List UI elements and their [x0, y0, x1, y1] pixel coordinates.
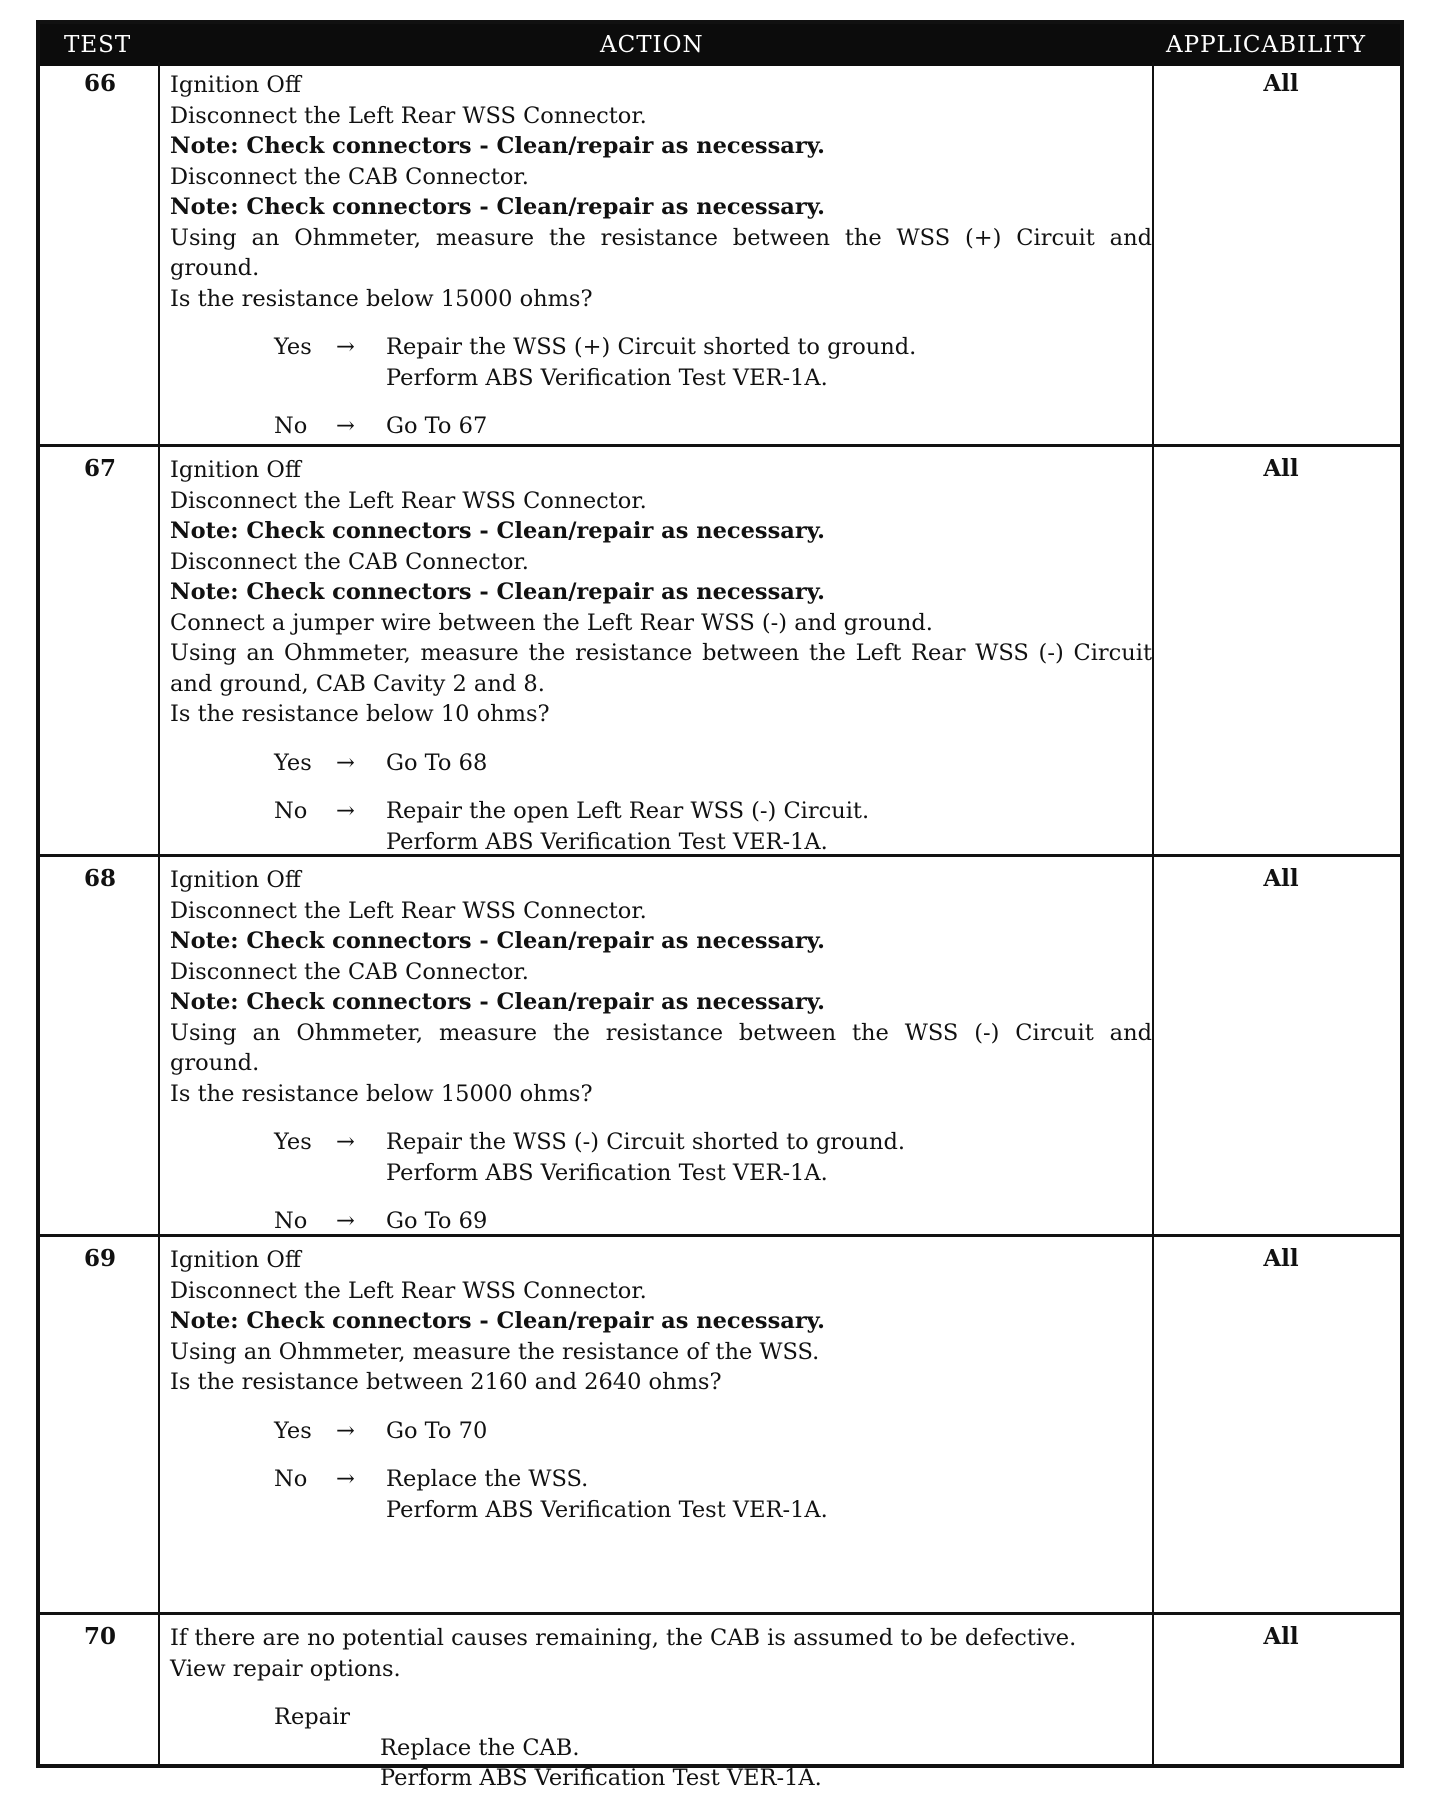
- column-divider: [1152, 1237, 1154, 1612]
- instruction-text: Is the resistance below 15000 ohms?: [170, 1080, 593, 1107]
- instruction-text: Is the resistance between 2160 and 2640 ohms?: [170, 1369, 722, 1395]
- column-divider: [158, 447, 160, 854]
- answer-result-line: Perform ABS Verification Test VER-1A.: [386, 1496, 828, 1523]
- action-cell: [170, 455, 1152, 857]
- test-number: 70: [83, 1623, 116, 1650]
- action-cell: [170, 865, 1152, 1237]
- instruction-text: Disconnect the CAB Connector.: [170, 958, 529, 985]
- answer-key: Yes: [274, 749, 312, 776]
- note-text: Note: Check connectors - Clean/repair as necessary.: [170, 518, 825, 544]
- answer-result-line: Go To 68: [386, 749, 488, 776]
- note-text: Note: Check connectors - Clean/repair as necessary.: [170, 579, 825, 605]
- repair-steps: [380, 1733, 1152, 1794]
- instruction-text: Ignition Off: [170, 457, 301, 483]
- instruction-text: Using an Ohmmeter, measure the resistance between the Left Rear WSS (-) Circuit and ground, CAB Cavity 2 and 8.: [170, 640, 1152, 697]
- header-action: ACTION: [600, 32, 704, 58]
- instruction-text: View repair options.: [170, 1655, 401, 1682]
- answer-branch: [274, 1464, 1152, 1525]
- column-divider: [158, 62, 160, 444]
- instruction-text: Disconnect the Left Rear WSS Connector.: [170, 487, 647, 514]
- answer-result-line: Go To 70: [386, 1417, 488, 1444]
- instruction-text: Disconnect the Left Rear WSS Connector.: [170, 1277, 647, 1304]
- header-applicability: APPLICABILITY: [1166, 32, 1366, 58]
- answer-key: Yes: [274, 1417, 312, 1444]
- answer-result-line: Perform ABS Verification Test VER-1A.: [386, 1159, 828, 1186]
- diagnostic-test-table: [36, 20, 1404, 1791]
- answer-key: No: [274, 413, 308, 439]
- repair-step: Perform ABS Verification Test VER-1A.: [380, 1765, 822, 1791]
- instruction-text: Ignition Off: [170, 1247, 301, 1273]
- column-divider: [1152, 857, 1154, 1234]
- answer-result: [386, 332, 916, 393]
- test-number: 68: [83, 865, 116, 892]
- applicability-cell: All: [1263, 455, 1299, 482]
- answer-branch: [274, 332, 1152, 393]
- instruction-text: If there are no potential causes remaining, the CAB is assumed to be defective.: [170, 1625, 1077, 1651]
- answer-key: No: [274, 798, 308, 824]
- answer-branch: [274, 411, 1152, 442]
- table-header: [40, 24, 1400, 66]
- answer-result-line: Perform ABS Verification Test VER-1A.: [386, 828, 828, 855]
- answer-result: [386, 796, 869, 857]
- answer-key: Yes: [274, 334, 312, 360]
- test-number: 66: [83, 70, 116, 97]
- instruction-text: Using an Ohmmeter, measure the resistance of the WSS.: [170, 1338, 820, 1365]
- applicability-cell: All: [1263, 1623, 1299, 1650]
- instruction-text: Ignition Off: [170, 72, 301, 98]
- column-divider: [1152, 447, 1154, 854]
- answer-result: [386, 411, 487, 442]
- header-test: TEST: [64, 32, 132, 58]
- answer-result-line: Repair the open Left Rear WSS (-) Circuit.: [386, 798, 870, 824]
- arrow-icon: →: [336, 749, 355, 776]
- applicability-cell: All: [1263, 70, 1299, 97]
- answer-result-line: Replace the WSS.: [386, 1466, 589, 1492]
- table-row: [40, 444, 1400, 854]
- arrow-icon: →: [336, 1129, 355, 1155]
- note-text: Note: Check connectors - Clean/repair as necessary.: [170, 1308, 825, 1334]
- answer-result: [386, 1416, 487, 1447]
- arrow-icon: →: [336, 413, 355, 439]
- answer-result: [386, 1127, 905, 1188]
- applicability-cell: All: [1263, 1245, 1299, 1272]
- answer-branch: [274, 1416, 1152, 1447]
- column-divider: [158, 1237, 160, 1612]
- answer-result: [386, 1206, 487, 1237]
- test-number: 69: [83, 1245, 116, 1272]
- column-divider: [158, 857, 160, 1234]
- instruction-text: Using an Ohmmeter, measure the resistance between the WSS (-) Circuit and ground.: [170, 1019, 1152, 1076]
- answer-result-line: Repair the WSS (-) Circuit shorted to ground.: [386, 1129, 906, 1155]
- note-text: Note: Check connectors - Clean/repair as necessary.: [170, 928, 825, 954]
- answer-result: [386, 748, 487, 779]
- arrow-icon: →: [336, 798, 355, 824]
- instruction-text: Is the resistance below 15000 ohms?: [170, 285, 593, 312]
- action-cell: [170, 70, 1152, 442]
- applicability-cell: All: [1263, 865, 1299, 892]
- instruction-text: Disconnect the Left Rear WSS Connector.: [170, 897, 647, 924]
- test-number: 67: [83, 455, 116, 482]
- answer-branch: [274, 1206, 1152, 1237]
- action-cell: [170, 1623, 1152, 1794]
- instruction-text: Using an Ohmmeter, measure the resistance between the WSS (+) Circuit and ground.: [170, 224, 1152, 281]
- answer-branch: [274, 1127, 1152, 1188]
- instruction-text: Is the resistance below 10 ohms?: [170, 701, 550, 727]
- answer-key: No: [274, 1208, 308, 1234]
- answer-branch: [274, 796, 1152, 857]
- answer-branch: [274, 748, 1152, 779]
- table-row: [40, 1234, 1400, 1612]
- note-text: Note: Check connectors - Clean/repair as necessary.: [170, 989, 825, 1015]
- answer-key: No: [274, 1466, 308, 1492]
- instruction-text: Ignition Off: [170, 867, 301, 893]
- repair-step: Replace the CAB.: [380, 1734, 580, 1761]
- action-cell: [170, 1245, 1152, 1525]
- answer-result-line: Go To 69: [386, 1208, 488, 1234]
- repair-options: [274, 1702, 1152, 1794]
- answer-result: [386, 1464, 828, 1525]
- table-row: [40, 854, 1400, 1234]
- answer-result-line: Repair the WSS (+) Circuit shorted to ground.: [386, 334, 917, 360]
- table-row: [40, 1612, 1400, 1791]
- answer-key: Yes: [274, 1129, 312, 1155]
- instruction-text: Disconnect the Left Rear WSS Connector.: [170, 102, 647, 129]
- column-divider: [1152, 62, 1154, 444]
- note-text: Note: Check connectors - Clean/repair as necessary.: [170, 133, 825, 159]
- answer-result-line: Perform ABS Verification Test VER-1A.: [386, 364, 828, 391]
- arrow-icon: →: [336, 1466, 355, 1492]
- column-divider: [1152, 1615, 1154, 1768]
- arrow-icon: →: [336, 1208, 355, 1234]
- instruction-text: Disconnect the CAB Connector.: [170, 163, 529, 190]
- instruction-text: Connect a jumper wire between the Left Rear WSS (-) and ground.: [170, 609, 933, 636]
- arrow-icon: →: [336, 1417, 355, 1444]
- answer-result-line: Go To 67: [386, 413, 488, 439]
- instruction-text: Disconnect the CAB Connector.: [170, 548, 529, 575]
- arrow-icon: →: [336, 334, 355, 360]
- repair-label: Repair: [274, 1704, 351, 1730]
- table-row: [40, 62, 1400, 444]
- note-text: Note: Check connectors - Clean/repair as necessary.: [170, 194, 825, 220]
